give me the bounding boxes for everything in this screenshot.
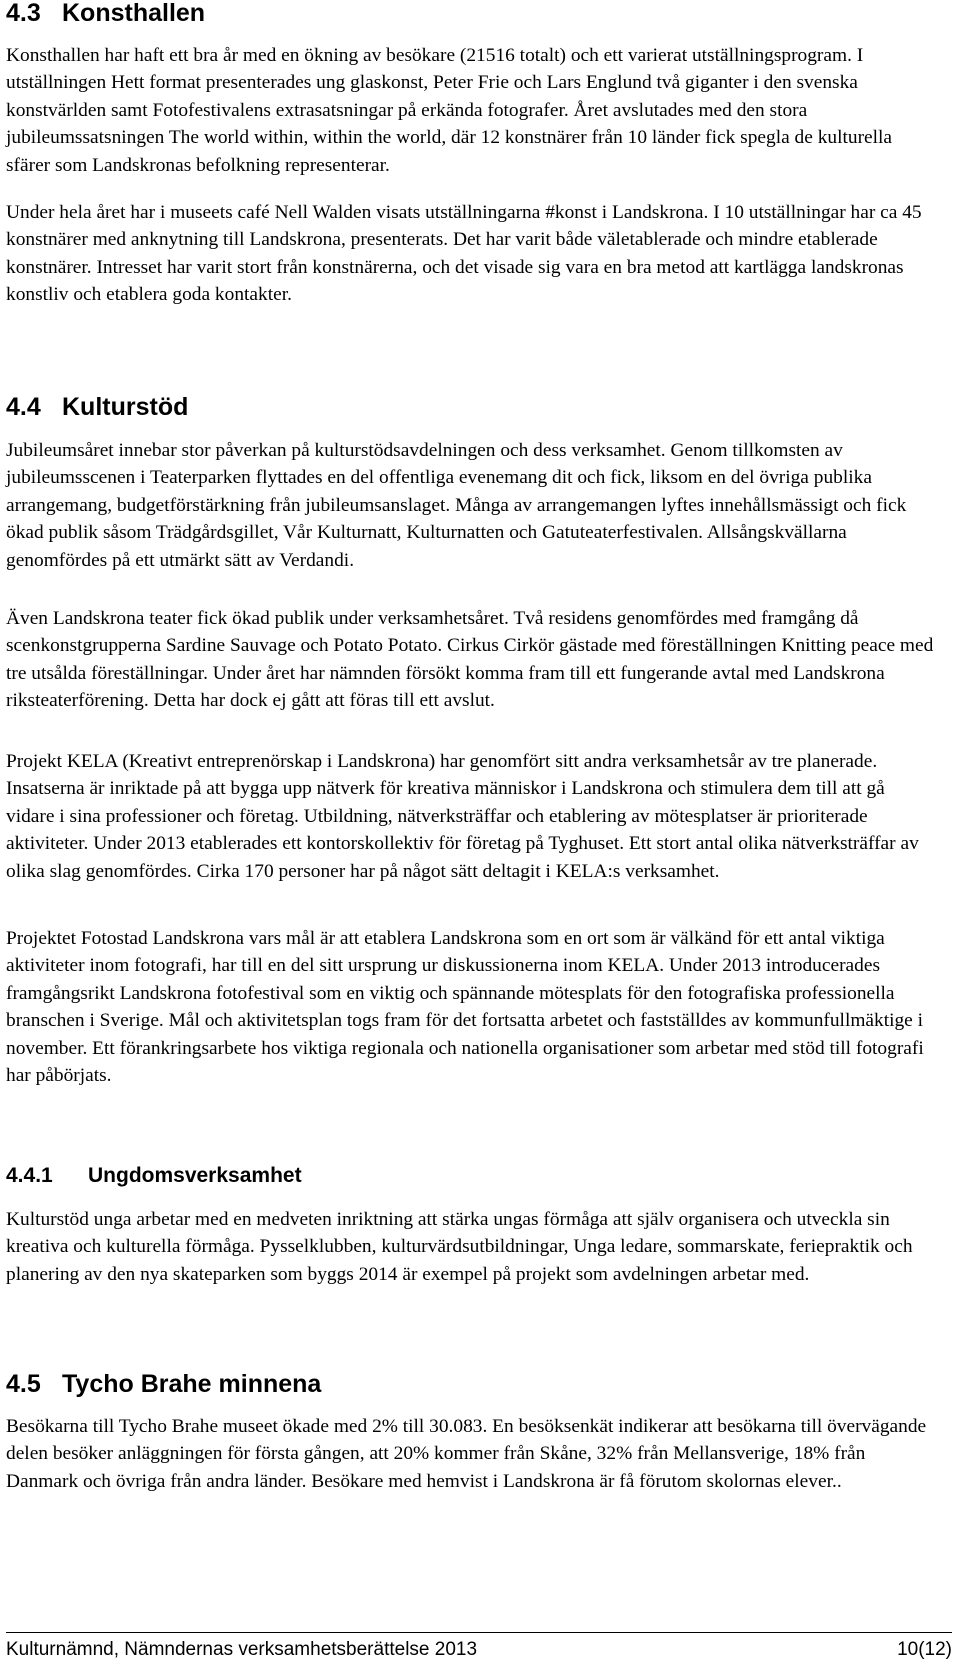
section-heading-tycho-brahe — [6, 1369, 321, 1399]
paragraph: Projekt KELA (Kreativt entreprenörskap i Landskrona) har genomfört sitt andra verksamhetsår av tre planerade. Insatserna är inriktade på att bygga upp nätverk för kreativa människor i Landskrona och stimulera dem till att gå vidare i sina professioner och företag. Utbildning, nätverksträffar och etablering av mötesplatser är prioriterade aktiviteter. Under 2013 etablerades ett kontorskollektiv för företag på Tyghuset. Ett stort antal olika nätverksträffar av olika slag genomfördes. Cirka 170 personer har på något sätt deltagit i KELA:s verksamhet. — [6, 751, 919, 882]
section-title: Konsthallen — [62, 0, 206, 27]
subsection-heading-ungdomsverksamhet — [6, 1162, 302, 1190]
footer-document-title: Kulturnämnd, Nämndernas verksamhetsberättelse 2013 — [6, 1639, 478, 1660]
paragraph: Kulturstöd unga arbetar med en medveten inriktning att stärka ungas förmåga att själv organisera och utveckla sin kreativa och kulturella förmåga. Pysselklubben, kulturvärdsutbildningar, Unga ledare, sommarskate, feriepraktik och planering av den nya skateparken som byggs 2014 är exempel på projekt som avdelningen arbetar med. — [6, 1209, 913, 1285]
section-number: 4.4 — [6, 393, 41, 421]
footer-divider — [6, 1632, 952, 1633]
section-title: Kulturstöd — [62, 393, 189, 421]
section-title: Ungdomsverksamhet — [88, 1164, 302, 1187]
paragraph: Under hela året har i museets café Nell Walden visats utställningarna #konst i Landskrona. I 10 utställningar har ca 45 konstnärer med anknytning till Landskrona, presenterats. Det har varit både väletablerade och mindre etablerade konstnärer. Intresset har varit stort från konstnärerna, och det visade sig vara en bra metod att kartlägga landskronas konstliv och etablera goda kontakter. — [6, 202, 922, 306]
paragraph: Jubileumsåret innebar stor påverkan på kulturstödsavdelningen och dess verksamhet. Genom tillkomsten av jubileumsscenen i Teaterparken flyttades en del offentliga evenemang dit och fick, liksom en del övriga publika arrangemang, budgetförstärkning från jubileumsanslaget. Många av arrangemangen lyftes innehållsmässigt och fick ökad publik såsom Trädgårdsgillet, Vår Kulturnatt, Kulturnatten och Gatuteaterfestivalen. Allsångskvällarna genomfördes på ett utmärkt sätt av Verdandi. — [6, 440, 907, 571]
paragraph: Projektet Fotostad Landskrona vars mål är att etablera Landskrona som en ort som är välkänd för ett antal viktiga aktiviteter inom fotografi, har till en del sitt ursprung ur diskussionerna inom KELA. Under 2013 introducerades framgångsrikt Landskrona fotofestival som en viktig och spännande mötesplats för den fotografiska professionella branschen i Sverige. Mål och aktivitetsplan togs fram för det fortsatta arbetet och fastställdes av kommunfullmäktige i november. Ett förankringsarbete hos viktiga regionala och nationella organisationer som arbetar med stöd till fotografi har påbörjats. — [6, 928, 924, 1087]
section-title: Tycho Brahe minnena — [62, 1370, 322, 1398]
section-number: 4.5 — [6, 1370, 41, 1398]
section-number: 4.4.1 — [6, 1164, 53, 1187]
paragraph: Konsthallen har haft ett bra år med en ökning av besökare (21516 totalt) och ett varierat utställningsprogram. I utställningen Hett format presenterades ung glaskonst, Peter Frie och Lars Englund två giganter i den svenska konstvärlden samt Fotofestivalens extrasatsningar på erkända fotografer. Året avslutades med den stora jubileumssatsningen The world within, within the world, där 12 konstnärer från 10 länder fick spegla de kulturella sfärer som Landskronas befolkning representerar. — [6, 45, 893, 176]
paragraph: Även Landskrona teater fick ökad publik under verksamhetsåret. Två residens genomfördes med framgång då scenkonstgrupperna Sardine Sauvage och Potato Potato. Cirkus Cirkör gästade med föreställningen Knitting peace med tre utsålda föreställningar. Under året har nämnden försökt komma fram till ett fungerande avtal med Landskrona riksteaterförening. Detta har dock ej gått att föras till ett avslut. — [6, 608, 934, 712]
section-number: 4.3 — [6, 0, 41, 27]
paragraph: Besökarna till Tycho Brahe museet ökade med 2% till 30.083. En besöksenkät indikerar att besökarna till övervägande delen besöker anläggningen för första gången, att 20% kommer från Skåne, 32% från Mellansverige, 18% från Danmark och övriga från andra länder. Besökare med hemvist i Landskrona är få förutom skolornas elever.. — [6, 1416, 927, 1492]
section-heading-konsthallen — [6, 0, 205, 28]
footer-page-number: 10(12) — [897, 1639, 952, 1660]
section-heading-kulturstod — [6, 392, 188, 422]
